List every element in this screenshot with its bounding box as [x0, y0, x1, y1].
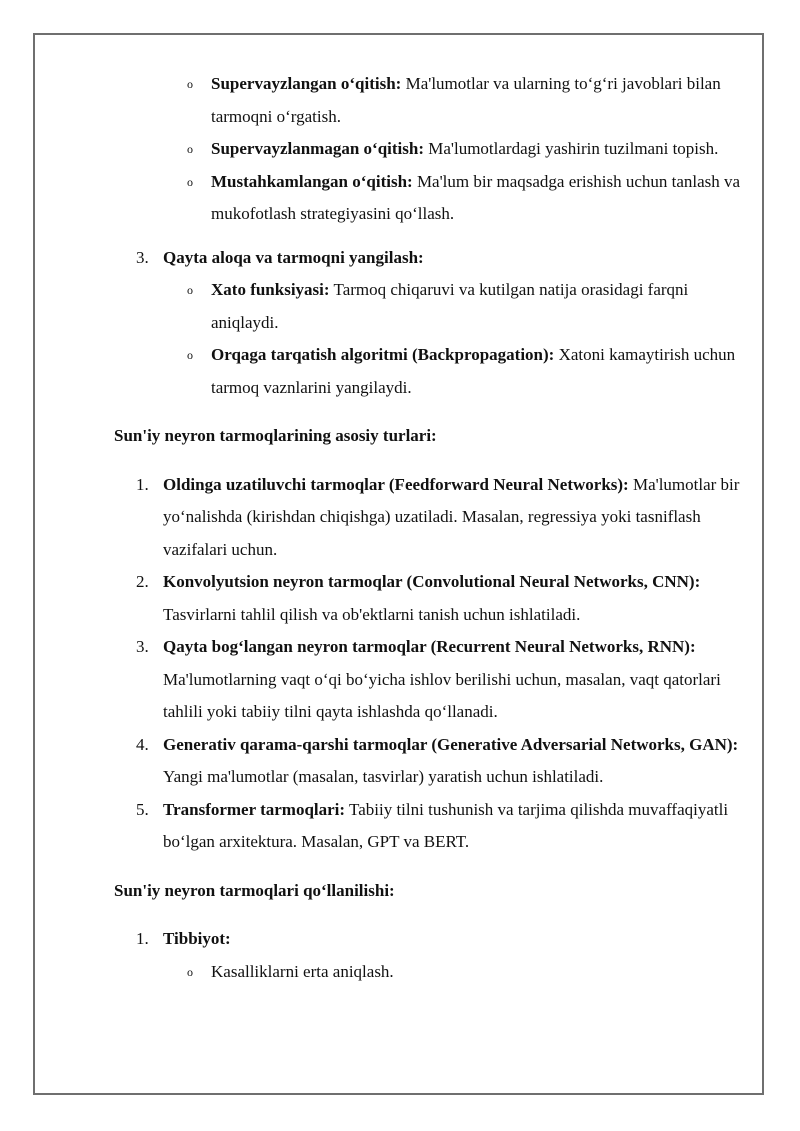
- term: Generativ qarama-qarshi tarmoqlar (Generative Adversarial Networks, GAN):: [163, 734, 739, 754]
- list-item-type: [114, 469, 754, 567]
- bullet-icon: o: [187, 283, 193, 297]
- definition: Ma'lumotlar bir yo‘nalishda (kirishdan chiqishga) uzatiladi. Masalan, regressiya yoki tasniflash vazifalari uchun.: [163, 474, 740, 559]
- bullet-icon: o: [187, 77, 193, 91]
- term: Qayta bog‘langan neyron tarmoqlar (Recurrent Neural Networks, RNN):: [163, 637, 696, 656]
- sub-item-reinforcement: [114, 166, 754, 231]
- sub-item-unsupervised: [114, 133, 754, 166]
- definition: Ma'lumotlar va ularning to‘g‘ri javoblari bilan tarmoqni o‘rgatish.: [211, 74, 721, 126]
- term: Transformer tarmoqlari:: [163, 799, 346, 819]
- document-body: [114, 68, 754, 988]
- definition: Ma'lumotlarning vaqt o‘qi bo‘yicha ishlov berilishi uchun, masalan, vaqt qatorlari tahlili yoki tabiiy tilni qayta ishlashda qo‘llanadi.: [163, 669, 721, 721]
- definition: Tarmoq chiqaruvi va kutilgan natija orasidagi farqni aniqlaydi.: [211, 280, 689, 332]
- term: Konvolyutsion neyron tarmoqlar (Convolutional Neural Networks, CNN):: [163, 572, 701, 591]
- definition: Xatoni kamaytirish uchun tarmoq vaznlarini yangilaydi.: [211, 345, 736, 397]
- list-number: 3.: [136, 247, 149, 267]
- list-item-type: [114, 566, 754, 631]
- list-number: 1.: [136, 929, 149, 948]
- list-item-title: Tibbiyot:: [163, 929, 231, 948]
- definition: Tabiiy tilni tushunish va tarjima qilishda muvaffaqiyatli bo‘lgan arxitektura. Masalan, GPT va BERT.: [163, 799, 729, 851]
- list-number: 3.: [136, 637, 149, 656]
- list-item-type: [114, 794, 754, 859]
- bullet-icon: o: [187, 142, 193, 156]
- bullet-icon: o: [187, 174, 193, 189]
- list-item-type: [114, 631, 754, 729]
- list-number: 5.: [136, 799, 149, 819]
- term: Orqaga tarqatish algoritmi (Backpropagation):: [211, 345, 555, 364]
- sub-item-supervised: [114, 68, 754, 133]
- list-item-title: Qayta aloqa va tarmoqni yangilash:: [163, 247, 424, 267]
- definition: Tasvirlarni tahlil qilish va ob'ektlarni tanish uchun ishlatiladi.: [163, 604, 581, 624]
- sub-item-error-function: [114, 274, 754, 339]
- term: Mustahkamlangan o‘qitish:: [211, 171, 413, 191]
- term: Xato funksiyasi:: [211, 280, 330, 299]
- bullet-icon: o: [187, 348, 193, 362]
- list-item-type: [114, 729, 754, 794]
- definition: Ma'lumotlardagi yashirin tuzilmani topish.: [424, 139, 719, 158]
- definition: Kasalliklarni erta aniqlash.: [211, 961, 394, 981]
- term: Oldinga uzatiluvchi tarmoqlar (Feedforward Neural Networks):: [163, 474, 629, 494]
- term: Supervayzlanmagan o‘qitish:: [211, 139, 424, 158]
- definition: Yangi ma'lumotlar (masalan, tasvirlar) yaratish uchun ishlatiladi.: [163, 767, 604, 786]
- sub-item-backpropagation: [114, 339, 754, 404]
- list-item-feedback: [114, 242, 754, 275]
- list-number: 2.: [136, 572, 149, 591]
- section-heading-types: Sun'iy neyron tarmoqlarining asosiy turlari:: [114, 426, 437, 445]
- sub-item-early-detection: [114, 956, 754, 989]
- term: Supervayzlangan o‘qitish:: [211, 74, 402, 93]
- list-item-medicine: [114, 923, 754, 956]
- section-heading-applications: Sun'iy neyron tarmoqlari qo‘llanilishi:: [114, 880, 395, 900]
- definition: Ma'lum bir maqsadga erishish uchun tanlash va mukofotlash strategiyasini qo‘llash.: [211, 171, 741, 223]
- list-number: 4.: [136, 734, 149, 754]
- list-number: 1.: [136, 474, 149, 494]
- bullet-icon: o: [187, 964, 193, 979]
